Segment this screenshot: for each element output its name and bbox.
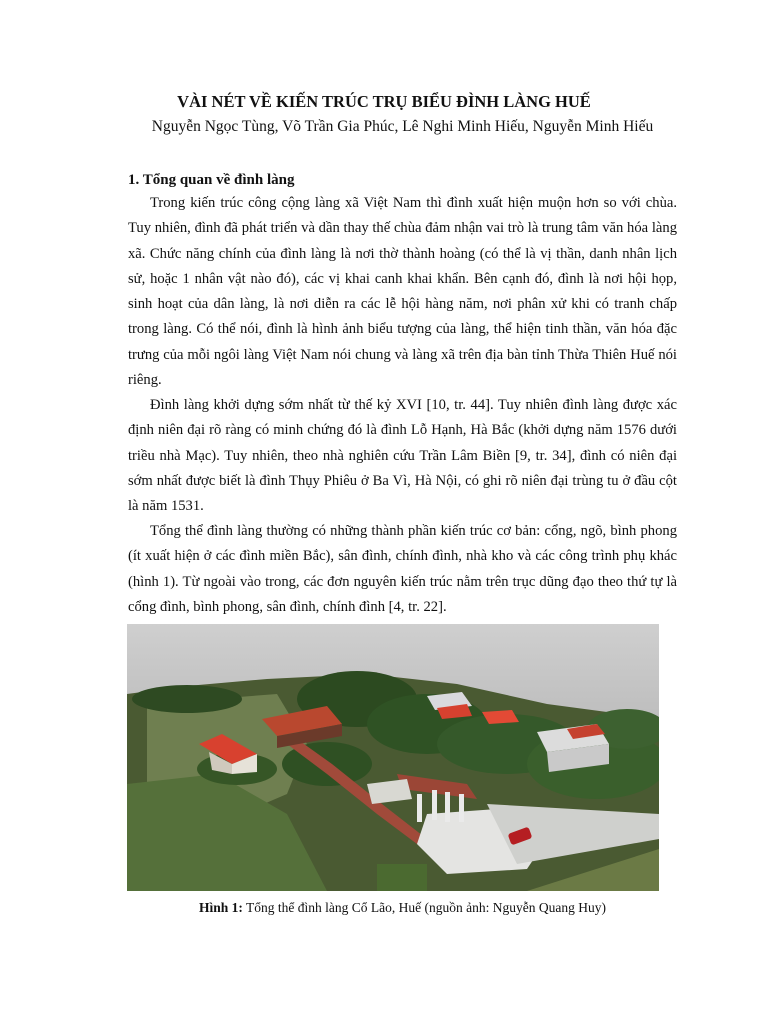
figure-label: Hình 1: <box>199 900 243 915</box>
article-authors: Nguyễn Ngọc Tùng, Võ Trần Gia Phúc, Lê Nghi Minh Hiếu, Nguyễn Minh Hiếu <box>151 118 654 135</box>
article-title: VÀI NÉT VỀ KIẾN TRÚC TRỤ BIỂU ĐÌNH LÀNG HUẾ <box>177 92 591 111</box>
paragraph-2: Đình làng khởi dựng sớm nhất từ thế kỷ XVI [10, tr. 44]. Tuy nhiên đình làng được xác định niên đại rõ ràng có minh chứng đó là đình Lỗ Hạnh, Hà Bắc (khởi dựng năm 1576 dưới triều nhà Mạc). Tuy nhiên, theo nhà nghiên cứu Trần Lâm Biền [9, tr. 34], đình có niên đại sớm nhất được biết là đình Thụy Phiêu ở Ba Vì, Hà Nội, có ghi rõ niên đại trùng tu ở đầu cột là năm 1531. <box>128 397 677 515</box>
section-heading: 1. Tổng quan về đình làng <box>128 172 295 188</box>
paragraph-1: Trong kiến trúc công cộng làng xã Việt Nam thì đình xuất hiện muộn hơn so với chùa. Tuy nhiên, đình đã phát triển và dần thay thế chùa đảm nhận vai trò là trung tâm văn hóa làng xã. Chức năng chính của đình làng là nơi thờ thành hoàng (có thể là vị thần, danh nhân lịch sử, hoặc 1 nhân vật nào đó), các vị khai canh khai khẩn. Bên cạnh đó, đình là nơi hội họp, sinh hoạt của dân làng, là nơi diễn ra các lễ hội hàng năm, nơi phân xử khi có tranh chấp trong làng. Có thể nói, đình là hình ảnh biểu tượng của làng, thể hiện tinh thần, văn hóa đặc trưng của mỗi ngôi làng Việt Nam nói chung và làng xã trên địa bàn tỉnh Thừa Thiên Huế nói riêng. <box>128 195 677 389</box>
figure-caption-text: Tổng thể đình làng Cổ Lão, Huế (nguồn ảnh: Nguyễn Quang Huy) <box>242 900 606 915</box>
figure-caption <box>0 900 768 916</box>
paragraph-3: Tổng thể đình làng thường có những thành phần kiến trúc cơ bản: cổng, ngõ, bình phong (ít xuất hiện ở các đình miền Bắc), sân đình, chính đình, nhà kho và các công trình phụ khác (hình 1). Từ ngoài vào trong, các đơn nguyên kiến trúc nằm trên trục dũng đạo theo thứ tự là cổng đình, bình phong, sân đình, chính đình [4, tr. 22]. <box>128 523 677 615</box>
aerial-village-photo <box>127 624 659 891</box>
